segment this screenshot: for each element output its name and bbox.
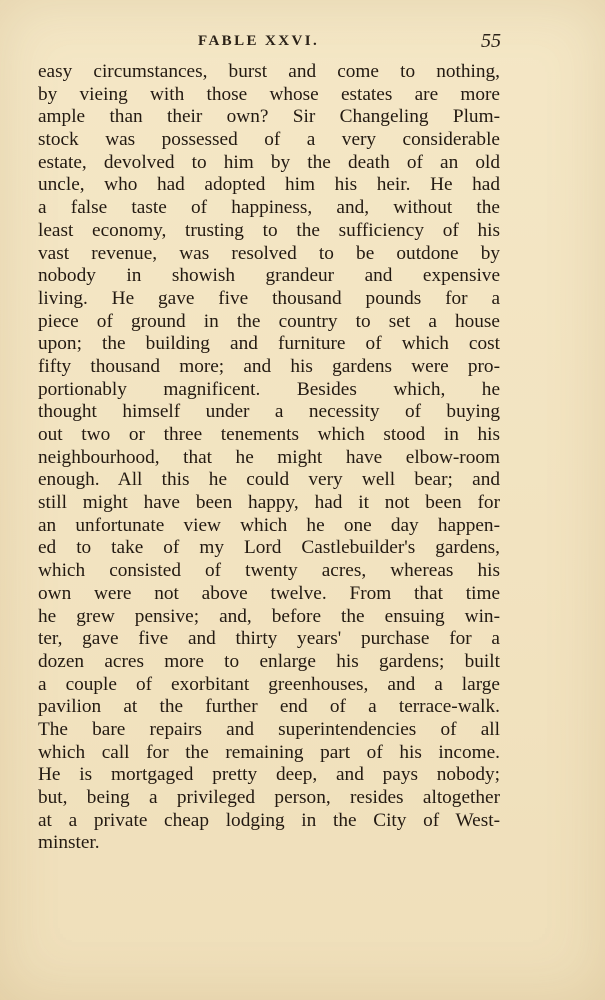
text-line: which consisted of twenty acres, whereas his: [38, 560, 500, 582]
text-line: a couple of exorbitant greenhouses, and a large: [38, 673, 500, 695]
text-line: a false taste of happiness, and, without the: [38, 197, 500, 219]
text-line: own were not above twelve. From that time: [38, 582, 500, 604]
text-line: ed to take of my Lord Castlebuilder's gardens,: [38, 537, 500, 559]
text-line: uncle, who had adopted him his heir. He had: [38, 174, 500, 196]
text-line: piece of ground in the country to set a house: [38, 310, 500, 332]
text-line: still might have been happy, had it not been for: [38, 492, 500, 514]
text-line: ample than their own? Sir Changeling Plum-: [38, 106, 500, 128]
text-line: out two or three tenements which stood in his: [38, 424, 500, 445]
text-line: he grew pensive; and, before the ensuing win-: [38, 605, 500, 627]
text-line: estate, devolved to him by the death of an old: [38, 151, 500, 173]
text-line: upon; the building and furniture of which cost: [38, 333, 500, 355]
text-line: living. He gave five thousand pounds for a: [38, 287, 500, 309]
page-header: [0, 30, 605, 56]
body-text: [38, 61, 500, 855]
text-line: easy circumstances, burst and come to nothing,: [38, 61, 500, 82]
text-line: an unfortunate view which he one day happen-: [38, 514, 500, 536]
text-line: neighbourhood, that he might have elbow-room: [38, 446, 500, 468]
text-line: but, being a privileged person, resides altogether: [38, 787, 500, 808]
text-line: by vieing with those whose estates are more: [38, 83, 500, 105]
text-line: which call for the remaining part of his income.: [38, 741, 500, 763]
text-line: fifty thousand more; and his gardens were pro-: [38, 355, 500, 377]
text-line: thought himself under a necessity of buying: [38, 401, 500, 423]
text-line: portionably magnificent. Besides which, he: [38, 378, 500, 400]
text-line: nobody in showish grandeur and expensive: [38, 265, 500, 287]
page-number: 55: [481, 30, 501, 52]
text-line: minster.: [38, 832, 100, 854]
text-line: The bare repairs and superintendencies of all: [38, 718, 500, 740]
running-title: FABLE XXVI.: [198, 33, 320, 49]
text-line: pavilion at the further end of a terrace-walk.: [38, 696, 500, 718]
text-line: dozen acres more to enlarge his gardens; built: [38, 650, 500, 672]
text-line: He is mortgaged pretty deep, and pays nobody;: [38, 764, 500, 786]
text-line: enough. All this he could very well bear; and: [38, 469, 500, 491]
text-line: stock was possessed of a very considerable: [38, 129, 500, 151]
text-line: at a private cheap lodging in the City of West-: [38, 809, 500, 831]
text-line: vast revenue, was resolved to be outdone by: [38, 242, 500, 264]
text-line: ter, gave five and thirty years' purchase for a: [38, 628, 500, 650]
text-line: least economy, trusting to the sufficiency of his: [38, 219, 500, 241]
